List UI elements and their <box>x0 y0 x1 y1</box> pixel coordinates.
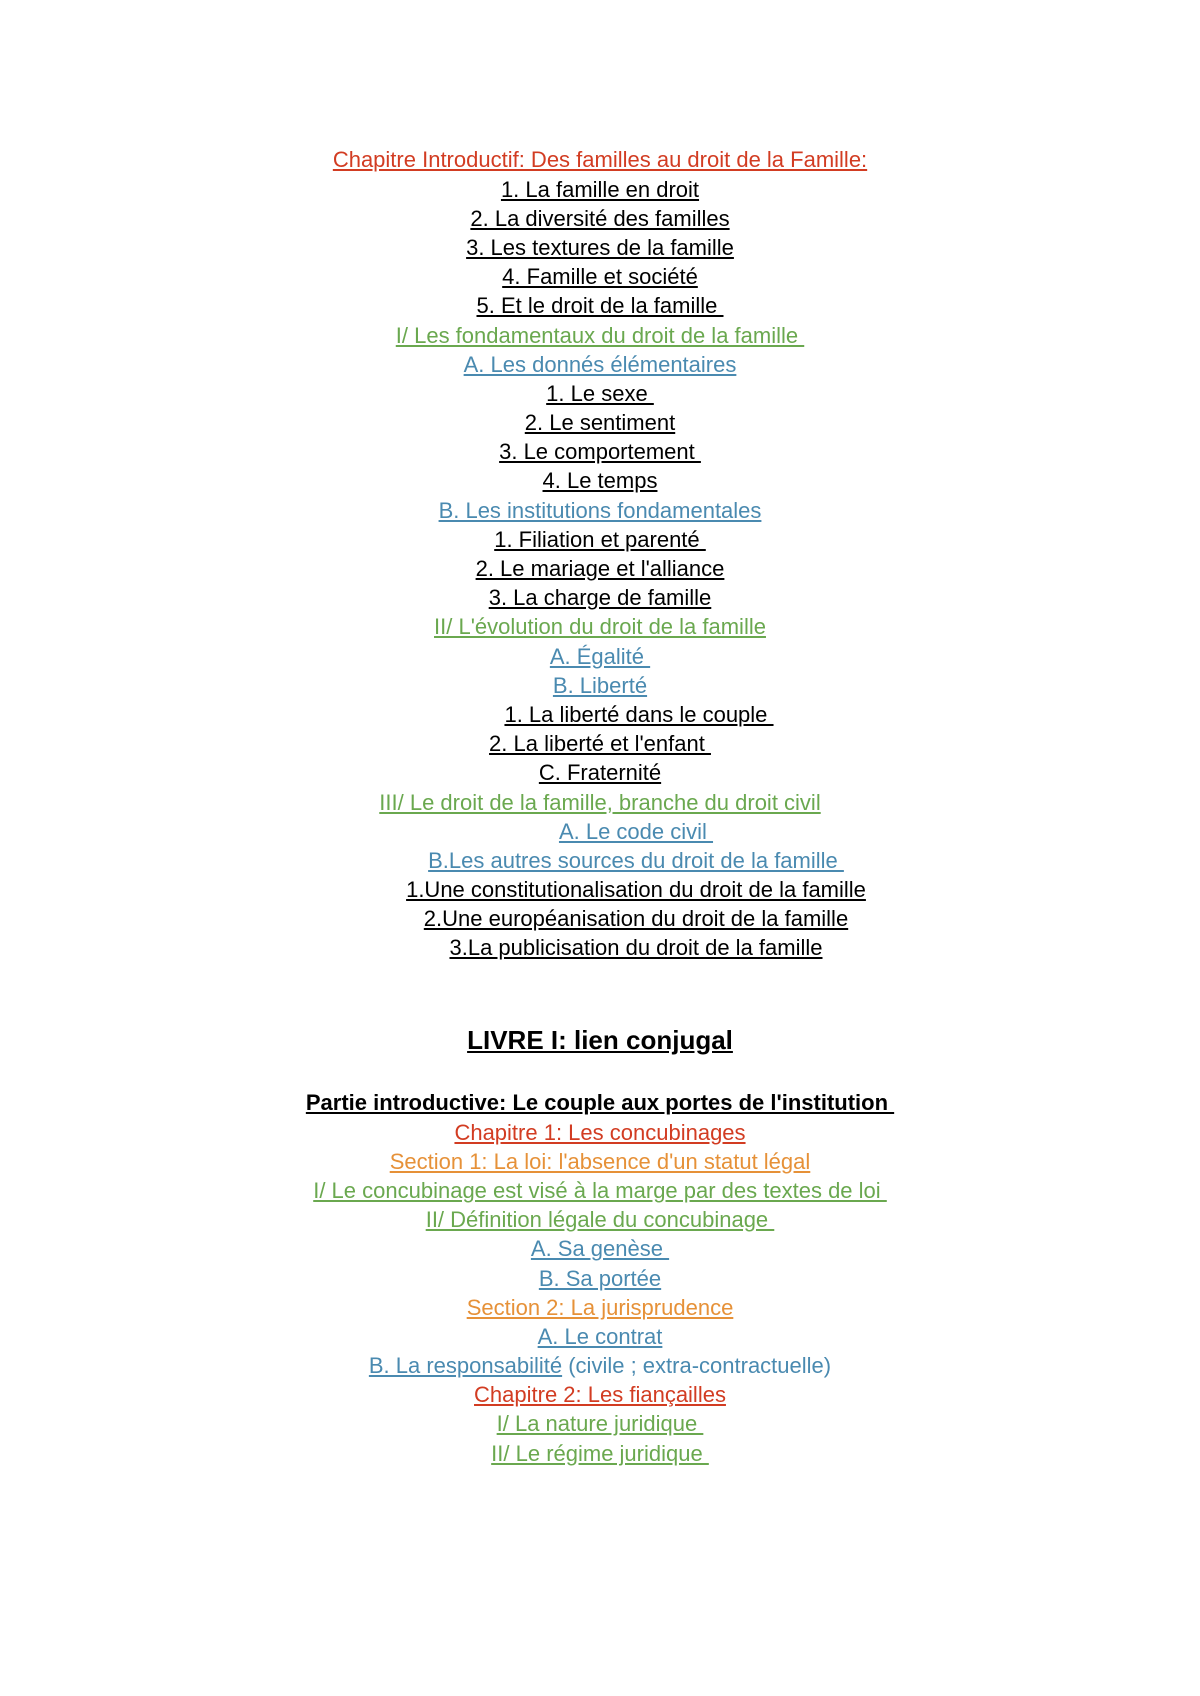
subsection-item: 5. Et le droit de la famille <box>476 293 724 319</box>
part-heading: I/ Les fondamentaux du droit de la famille <box>395 322 805 348</box>
section-heading-note: (civile ; extra-contractuelle) <box>568 1353 832 1379</box>
subsection-item: 1. Le sexe <box>546 380 654 406</box>
part-heading: II/ L'évolution du droit de la famille <box>434 614 766 640</box>
section-heading: A. Le code civil <box>558 818 714 844</box>
book-title: LIVRE I: lien conjugal <box>467 1025 733 1055</box>
subsection-item: 1. La liberté dans le couple <box>504 701 774 727</box>
section-heading: A. Les donnés élémentaires <box>463 351 737 377</box>
subsection-item: 2.Une européanisation du droit de la famille <box>423 906 849 932</box>
part-title: Partie introductive: Le couple aux portes de l'institution <box>305 1090 895 1116</box>
section-heading: A. Sa genèse <box>530 1236 670 1262</box>
chapter-heading <box>0 145 1200 174</box>
chapter-heading: Chapitre 2: Les fiançailles <box>474 1382 726 1408</box>
book-heading <box>0 1022 1200 1058</box>
part-heading: I/ La nature juridique <box>496 1411 704 1437</box>
subsection-item: 1. Filiation et parenté <box>494 526 706 552</box>
section-heading: B. Liberté <box>552 672 648 698</box>
subsection-item: 3. La charge de famille <box>488 585 712 611</box>
section-heading: B. Les institutions fondamentales <box>438 497 762 523</box>
part-heading: I/ Le concubinage est visé à la marge par des textes de loi <box>313 1177 887 1203</box>
subsection-item: 2. Le mariage et l'alliance <box>475 556 725 582</box>
section-title: Section 1: La loi: l'absence d'un statut légal <box>389 1148 811 1174</box>
subsection-item: 4. Le temps <box>542 468 658 494</box>
subsection-item: 2. La diversité des familles <box>470 205 730 231</box>
section-heading <box>0 1351 1200 1380</box>
chapter-heading: Chapitre 1: Les concubinages <box>454 1119 746 1145</box>
subsection-item: 1. La famille en droit <box>500 176 700 202</box>
section-heading: B.Les autres sources du droit de la famille <box>428 847 844 873</box>
section-heading: A. Le contrat <box>537 1323 663 1349</box>
subsection-item: 3. Les textures de la famille <box>466 234 734 260</box>
chapter-title: Chapitre Introductif: Des familles au droit de la Famille: <box>332 147 868 173</box>
part-heading: II/ Le régime juridique <box>491 1440 709 1466</box>
subsection-item: 3.La publicisation du droit de la famille <box>449 935 823 961</box>
part-heading: II/ Définition légale du concubinage <box>425 1207 775 1233</box>
section-title: Section 2: La jurisprudence <box>466 1294 734 1320</box>
part-heading: III/ Le droit de la famille, branche du droit civil <box>379 789 821 815</box>
section-heading: C. Fraternité <box>538 760 662 786</box>
subsection-item: 2. La liberté et l'enfant <box>489 731 711 757</box>
section-heading-label: B. La responsabilité <box>368 1353 563 1379</box>
section-heading: A. Égalité <box>549 643 651 669</box>
subsection-item: 4. Famille et société <box>502 264 698 290</box>
introductory-chapter-outline <box>0 145 1200 962</box>
subsection-item: 2. Le sentiment <box>524 410 676 436</box>
section-heading: B. Sa portée <box>538 1265 662 1291</box>
book-1-outline <box>0 1088 1200 1467</box>
subsection-item: 3. Le comportement <box>499 439 701 465</box>
subsection-item: 1.Une constitutionalisation du droit de la famille <box>406 877 866 903</box>
